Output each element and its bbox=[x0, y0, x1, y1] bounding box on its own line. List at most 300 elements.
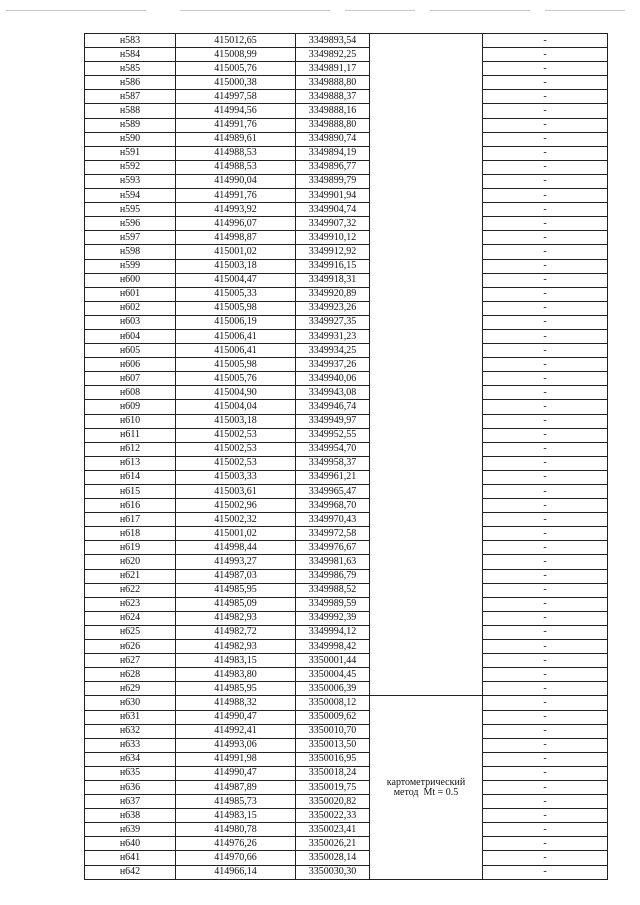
table-row bbox=[85, 654, 608, 668]
coordinates-table-body bbox=[85, 34, 608, 880]
x-coordinate-cell: 414996,07 bbox=[176, 217, 296, 231]
point-name-cell: н641 bbox=[85, 851, 176, 865]
table-row bbox=[85, 231, 608, 245]
x-coordinate-cell: 415003,18 bbox=[176, 259, 296, 273]
table-row bbox=[85, 625, 608, 639]
table-row bbox=[85, 386, 608, 400]
point-name-cell: н612 bbox=[85, 442, 176, 456]
point-name-cell: н637 bbox=[85, 795, 176, 809]
table-row bbox=[85, 104, 608, 118]
x-coordinate-cell: 414966,14 bbox=[176, 865, 296, 879]
y-coordinate-cell: 3349965,47 bbox=[296, 485, 370, 499]
table-row bbox=[85, 90, 608, 104]
point-name-cell: н587 bbox=[85, 90, 176, 104]
x-coordinate-cell: 414983,15 bbox=[176, 809, 296, 823]
point-name-cell: н608 bbox=[85, 386, 176, 400]
y-coordinate-cell: 3349992,39 bbox=[296, 611, 370, 625]
table-row bbox=[85, 823, 608, 837]
y-coordinate-cell: 3350028,14 bbox=[296, 851, 370, 865]
table-row bbox=[85, 752, 608, 766]
x-coordinate-cell: 414990,04 bbox=[176, 174, 296, 188]
x-coordinate-cell: 415002,53 bbox=[176, 428, 296, 442]
y-coordinate-cell: 3350006,39 bbox=[296, 682, 370, 696]
point-name-cell: н611 bbox=[85, 428, 176, 442]
y-coordinate-cell: 3349907,32 bbox=[296, 217, 370, 231]
table-row bbox=[85, 273, 608, 287]
point-name-cell: н596 bbox=[85, 217, 176, 231]
table-row bbox=[85, 499, 608, 513]
dash-cell: - bbox=[483, 724, 608, 738]
y-coordinate-cell: 3349976,67 bbox=[296, 541, 370, 555]
x-coordinate-cell: 414991,76 bbox=[176, 189, 296, 203]
x-coordinate-cell: 415003,18 bbox=[176, 414, 296, 428]
point-name-cell: н594 bbox=[85, 189, 176, 203]
point-name-cell: н631 bbox=[85, 710, 176, 724]
dash-cell: - bbox=[483, 76, 608, 90]
point-name-cell: н593 bbox=[85, 174, 176, 188]
table-row bbox=[85, 851, 608, 865]
x-coordinate-cell: 414994,56 bbox=[176, 104, 296, 118]
table-row bbox=[85, 48, 608, 62]
dash-cell: - bbox=[483, 344, 608, 358]
dash-cell: - bbox=[483, 766, 608, 780]
x-coordinate-cell: 414991,76 bbox=[176, 118, 296, 132]
table-row bbox=[85, 795, 608, 809]
y-coordinate-cell: 3350004,45 bbox=[296, 668, 370, 682]
x-coordinate-cell: 415002,32 bbox=[176, 513, 296, 527]
table-row bbox=[85, 611, 608, 625]
dash-cell: - bbox=[483, 597, 608, 611]
table-row bbox=[85, 118, 608, 132]
y-coordinate-cell: 3349904,74 bbox=[296, 203, 370, 217]
point-name-cell: н621 bbox=[85, 569, 176, 583]
point-name-cell: н588 bbox=[85, 104, 176, 118]
x-coordinate-cell: 415002,53 bbox=[176, 442, 296, 456]
method-name: картометрический bbox=[386, 776, 466, 788]
x-coordinate-cell: 414998,44 bbox=[176, 541, 296, 555]
dash-cell: - bbox=[483, 569, 608, 583]
x-coordinate-cell: 415003,61 bbox=[176, 485, 296, 499]
point-name-cell: н616 bbox=[85, 499, 176, 513]
x-coordinate-cell: 414991,98 bbox=[176, 752, 296, 766]
y-coordinate-cell: 3349970,43 bbox=[296, 513, 370, 527]
y-coordinate-cell: 3349968,70 bbox=[296, 499, 370, 513]
dash-cell: - bbox=[483, 823, 608, 837]
table-row bbox=[85, 865, 608, 879]
y-coordinate-cell: 3349988,52 bbox=[296, 583, 370, 597]
table-row bbox=[85, 259, 608, 273]
point-name-cell: н610 bbox=[85, 414, 176, 428]
y-coordinate-cell: 3350008,12 bbox=[296, 696, 370, 710]
point-name-cell: н599 bbox=[85, 259, 176, 273]
y-coordinate-cell: 3349989,59 bbox=[296, 597, 370, 611]
point-name-cell: н583 bbox=[85, 34, 176, 48]
dash-cell: - bbox=[483, 160, 608, 174]
table-row bbox=[85, 583, 608, 597]
y-coordinate-cell: 3349923,26 bbox=[296, 301, 370, 315]
dash-cell: - bbox=[483, 555, 608, 569]
y-coordinate-cell: 3349961,21 bbox=[296, 470, 370, 484]
x-coordinate-cell: 415006,19 bbox=[176, 315, 296, 329]
point-name-cell: н632 bbox=[85, 724, 176, 738]
y-coordinate-cell: 3350009,62 bbox=[296, 710, 370, 724]
y-coordinate-cell: 3349981,63 bbox=[296, 555, 370, 569]
x-coordinate-cell: 415004,04 bbox=[176, 400, 296, 414]
dash-cell: - bbox=[483, 696, 608, 710]
point-name-cell: н605 bbox=[85, 344, 176, 358]
dash-cell: - bbox=[483, 372, 608, 386]
x-coordinate-cell: 414982,93 bbox=[176, 640, 296, 654]
table-row bbox=[85, 682, 608, 696]
point-name-cell: н590 bbox=[85, 132, 176, 146]
x-coordinate-cell: 415005,76 bbox=[176, 62, 296, 76]
x-coordinate-cell: 414987,89 bbox=[176, 780, 296, 794]
table-row bbox=[85, 809, 608, 823]
table-row bbox=[85, 710, 608, 724]
x-coordinate-cell: 414980,78 bbox=[176, 823, 296, 837]
point-name-cell: н615 bbox=[85, 485, 176, 499]
dash-cell: - bbox=[483, 400, 608, 414]
point-name-cell: н633 bbox=[85, 738, 176, 752]
dash-cell: - bbox=[483, 583, 608, 597]
point-name-cell: н634 bbox=[85, 752, 176, 766]
table-row bbox=[85, 358, 608, 372]
x-coordinate-cell: 414983,15 bbox=[176, 654, 296, 668]
x-coordinate-cell: 414988,53 bbox=[176, 146, 296, 160]
y-coordinate-cell: 3349958,37 bbox=[296, 456, 370, 470]
table-row bbox=[85, 287, 608, 301]
x-coordinate-cell: 414983,80 bbox=[176, 668, 296, 682]
dash-cell: - bbox=[483, 654, 608, 668]
dash-cell: - bbox=[483, 738, 608, 752]
table-row bbox=[85, 301, 608, 315]
x-coordinate-cell: 415001,02 bbox=[176, 527, 296, 541]
table-row bbox=[85, 174, 608, 188]
x-coordinate-cell: 415005,76 bbox=[176, 372, 296, 386]
dash-cell: - bbox=[483, 456, 608, 470]
dash-cell: - bbox=[483, 245, 608, 259]
y-coordinate-cell: 3350010,70 bbox=[296, 724, 370, 738]
x-coordinate-cell: 415000,38 bbox=[176, 76, 296, 90]
x-coordinate-cell: 414976,26 bbox=[176, 837, 296, 851]
point-name-cell: н586 bbox=[85, 76, 176, 90]
y-coordinate-cell: 3350030,30 bbox=[296, 865, 370, 879]
y-coordinate-cell: 3349912,92 bbox=[296, 245, 370, 259]
y-coordinate-cell: 3349943,08 bbox=[296, 386, 370, 400]
dash-cell: - bbox=[483, 414, 608, 428]
point-name-cell: н618 bbox=[85, 527, 176, 541]
y-coordinate-cell: 3349937,26 bbox=[296, 358, 370, 372]
dash-cell: - bbox=[483, 865, 608, 879]
table-row bbox=[85, 696, 608, 710]
table-row bbox=[85, 738, 608, 752]
y-coordinate-cell: 3349910,12 bbox=[296, 231, 370, 245]
table-row bbox=[85, 344, 608, 358]
y-coordinate-cell: 3349994,12 bbox=[296, 625, 370, 639]
x-coordinate-cell: 415006,41 bbox=[176, 329, 296, 343]
dash-cell: - bbox=[483, 287, 608, 301]
x-coordinate-cell: 414988,53 bbox=[176, 160, 296, 174]
x-coordinate-cell: 414997,58 bbox=[176, 90, 296, 104]
y-coordinate-cell: 3349927,35 bbox=[296, 315, 370, 329]
method-accuracy: метод Mt = 0.5 bbox=[393, 786, 459, 798]
y-coordinate-cell: 3349934,25 bbox=[296, 344, 370, 358]
table-row bbox=[85, 132, 608, 146]
y-coordinate-cell: 3349896,77 bbox=[296, 160, 370, 174]
y-coordinate-cell: 3349940,06 bbox=[296, 372, 370, 386]
table-row bbox=[85, 555, 608, 569]
dash-cell: - bbox=[483, 809, 608, 823]
x-coordinate-cell: 414993,06 bbox=[176, 738, 296, 752]
y-coordinate-cell: 3349891,17 bbox=[296, 62, 370, 76]
point-name-cell: н597 bbox=[85, 231, 176, 245]
dash-cell: - bbox=[483, 104, 608, 118]
dash-cell: - bbox=[483, 668, 608, 682]
point-name-cell: н619 bbox=[85, 541, 176, 555]
point-name-cell: н601 bbox=[85, 287, 176, 301]
point-name-cell: н622 bbox=[85, 583, 176, 597]
y-coordinate-cell: 3350026,21 bbox=[296, 837, 370, 851]
x-coordinate-cell: 415004,47 bbox=[176, 273, 296, 287]
point-name-cell: н592 bbox=[85, 160, 176, 174]
dash-cell: - bbox=[483, 611, 608, 625]
y-coordinate-cell: 3349949,97 bbox=[296, 414, 370, 428]
dash-cell: - bbox=[483, 273, 608, 287]
y-coordinate-cell: 3349972,58 bbox=[296, 527, 370, 541]
dash-cell: - bbox=[483, 174, 608, 188]
x-coordinate-cell: 415005,33 bbox=[176, 287, 296, 301]
table-row bbox=[85, 485, 608, 499]
dash-cell: - bbox=[483, 442, 608, 456]
point-name-cell: н585 bbox=[85, 62, 176, 76]
dash-cell: - bbox=[483, 837, 608, 851]
x-coordinate-cell: 415006,41 bbox=[176, 344, 296, 358]
y-coordinate-cell: 3349888,37 bbox=[296, 90, 370, 104]
table-row bbox=[85, 400, 608, 414]
method-cell bbox=[370, 696, 483, 879]
dash-cell: - bbox=[483, 780, 608, 794]
dash-cell: - bbox=[483, 851, 608, 865]
x-coordinate-cell: 414993,92 bbox=[176, 203, 296, 217]
point-name-cell: н628 bbox=[85, 668, 176, 682]
dash-cell: - bbox=[483, 62, 608, 76]
dash-cell: - bbox=[483, 118, 608, 132]
table-row bbox=[85, 62, 608, 76]
point-name-cell: н600 bbox=[85, 273, 176, 287]
y-coordinate-cell: 3350018,24 bbox=[296, 766, 370, 780]
x-coordinate-cell: 415004,90 bbox=[176, 386, 296, 400]
point-name-cell: н624 bbox=[85, 611, 176, 625]
point-name-cell: н589 bbox=[85, 118, 176, 132]
dash-cell: - bbox=[483, 752, 608, 766]
table-row bbox=[85, 470, 608, 484]
dash-cell: - bbox=[483, 301, 608, 315]
y-coordinate-cell: 3350016,95 bbox=[296, 752, 370, 766]
point-name-cell: н614 bbox=[85, 470, 176, 484]
point-name-cell: н598 bbox=[85, 245, 176, 259]
dash-cell: - bbox=[483, 386, 608, 400]
point-name-cell: н640 bbox=[85, 837, 176, 851]
y-coordinate-cell: 3349986,79 bbox=[296, 569, 370, 583]
point-name-cell: н627 bbox=[85, 654, 176, 668]
point-name-cell: н607 bbox=[85, 372, 176, 386]
point-name-cell: н606 bbox=[85, 358, 176, 372]
table-row bbox=[85, 640, 608, 654]
table-row bbox=[85, 597, 608, 611]
x-coordinate-cell: 414990,47 bbox=[176, 710, 296, 724]
table-row bbox=[85, 513, 608, 527]
y-coordinate-cell: 3350023,41 bbox=[296, 823, 370, 837]
y-coordinate-cell: 3350022,33 bbox=[296, 809, 370, 823]
y-coordinate-cell: 3349888,16 bbox=[296, 104, 370, 118]
table-row bbox=[85, 203, 608, 217]
point-name-cell: н595 bbox=[85, 203, 176, 217]
table-row bbox=[85, 315, 608, 329]
y-coordinate-cell: 3349899,79 bbox=[296, 174, 370, 188]
dash-cell: - bbox=[483, 48, 608, 62]
x-coordinate-cell: 415005,98 bbox=[176, 358, 296, 372]
table-row bbox=[85, 428, 608, 442]
table-row bbox=[85, 245, 608, 259]
x-coordinate-cell: 414993,27 bbox=[176, 555, 296, 569]
y-coordinate-cell: 3349918,31 bbox=[296, 273, 370, 287]
dash-cell: - bbox=[483, 513, 608, 527]
dash-cell: - bbox=[483, 315, 608, 329]
table-row bbox=[85, 724, 608, 738]
y-coordinate-cell: 3349954,70 bbox=[296, 442, 370, 456]
point-name-cell: н591 bbox=[85, 146, 176, 160]
dash-cell: - bbox=[483, 710, 608, 724]
table-row bbox=[85, 780, 608, 794]
x-coordinate-cell: 415012,65 bbox=[176, 34, 296, 48]
x-coordinate-cell: 414970,66 bbox=[176, 851, 296, 865]
x-coordinate-cell: 415002,53 bbox=[176, 456, 296, 470]
dash-cell: - bbox=[483, 795, 608, 809]
table-row bbox=[85, 456, 608, 470]
table-row bbox=[85, 160, 608, 174]
dash-cell: - bbox=[483, 527, 608, 541]
dash-cell: - bbox=[483, 640, 608, 654]
x-coordinate-cell: 414985,09 bbox=[176, 597, 296, 611]
dash-cell: - bbox=[483, 485, 608, 499]
table-row bbox=[85, 668, 608, 682]
table-row bbox=[85, 217, 608, 231]
dash-cell: - bbox=[483, 625, 608, 639]
x-coordinate-cell: 414998,87 bbox=[176, 231, 296, 245]
point-name-cell: н620 bbox=[85, 555, 176, 569]
table-row bbox=[85, 34, 608, 48]
table-row bbox=[85, 541, 608, 555]
x-coordinate-cell: 415008,99 bbox=[176, 48, 296, 62]
table-row bbox=[85, 146, 608, 160]
dash-cell: - bbox=[483, 217, 608, 231]
x-coordinate-cell: 414992,41 bbox=[176, 724, 296, 738]
table-row bbox=[85, 329, 608, 343]
x-coordinate-cell: 415002,96 bbox=[176, 499, 296, 513]
x-coordinate-cell: 414987,03 bbox=[176, 569, 296, 583]
x-coordinate-cell: 414982,93 bbox=[176, 611, 296, 625]
point-name-cell: н625 bbox=[85, 625, 176, 639]
y-coordinate-cell: 3349888,80 bbox=[296, 76, 370, 90]
y-coordinate-cell: 3350013,50 bbox=[296, 738, 370, 752]
table-row bbox=[85, 189, 608, 203]
dash-cell: - bbox=[483, 428, 608, 442]
dash-cell: - bbox=[483, 90, 608, 104]
y-coordinate-cell: 3349894,19 bbox=[296, 146, 370, 160]
point-name-cell: н626 bbox=[85, 640, 176, 654]
dash-cell: - bbox=[483, 132, 608, 146]
point-name-cell: н639 bbox=[85, 823, 176, 837]
y-coordinate-cell: 3349998,42 bbox=[296, 640, 370, 654]
x-coordinate-cell: 415005,98 bbox=[176, 301, 296, 315]
y-coordinate-cell: 3349892,25 bbox=[296, 48, 370, 62]
y-coordinate-cell: 3349901,94 bbox=[296, 189, 370, 203]
dash-cell: - bbox=[483, 470, 608, 484]
dash-cell: - bbox=[483, 146, 608, 160]
point-name-cell: н642 bbox=[85, 865, 176, 879]
dash-cell: - bbox=[483, 541, 608, 555]
point-name-cell: н603 bbox=[85, 315, 176, 329]
method-cell-empty bbox=[370, 34, 483, 696]
table-row bbox=[85, 372, 608, 386]
point-name-cell: н630 bbox=[85, 696, 176, 710]
x-coordinate-cell: 414989,61 bbox=[176, 132, 296, 146]
point-name-cell: н617 bbox=[85, 513, 176, 527]
x-coordinate-cell: 414988,32 bbox=[176, 696, 296, 710]
point-name-cell: н636 bbox=[85, 780, 176, 794]
y-coordinate-cell: 3349893,54 bbox=[296, 34, 370, 48]
y-coordinate-cell: 3350019,75 bbox=[296, 780, 370, 794]
y-coordinate-cell: 3349931,23 bbox=[296, 329, 370, 343]
y-coordinate-cell: 3349946,74 bbox=[296, 400, 370, 414]
table-row bbox=[85, 837, 608, 851]
y-coordinate-cell: 3349916,15 bbox=[296, 259, 370, 273]
y-coordinate-cell: 3349888,80 bbox=[296, 118, 370, 132]
point-name-cell: н613 bbox=[85, 456, 176, 470]
x-coordinate-cell: 415001,02 bbox=[176, 245, 296, 259]
point-name-cell: н635 bbox=[85, 766, 176, 780]
y-coordinate-cell: 3349952,55 bbox=[296, 428, 370, 442]
x-coordinate-cell: 414990,47 bbox=[176, 766, 296, 780]
dash-cell: - bbox=[483, 329, 608, 343]
point-name-cell: н623 bbox=[85, 597, 176, 611]
x-coordinate-cell: 414985,95 bbox=[176, 682, 296, 696]
x-coordinate-cell: 415003,33 bbox=[176, 470, 296, 484]
y-coordinate-cell: 3350001,44 bbox=[296, 654, 370, 668]
dash-cell: - bbox=[483, 499, 608, 513]
dash-cell: - bbox=[483, 203, 608, 217]
point-name-cell: н604 bbox=[85, 329, 176, 343]
y-coordinate-cell: 3349890,74 bbox=[296, 132, 370, 146]
dash-cell: - bbox=[483, 231, 608, 245]
table-row bbox=[85, 766, 608, 780]
table-row bbox=[85, 414, 608, 428]
point-name-cell: н584 bbox=[85, 48, 176, 62]
point-name-cell: н602 bbox=[85, 301, 176, 315]
table-row bbox=[85, 569, 608, 583]
dash-cell: - bbox=[483, 358, 608, 372]
scan-header-noise bbox=[0, 0, 640, 22]
dash-cell: - bbox=[483, 682, 608, 696]
dash-cell: - bbox=[483, 189, 608, 203]
point-name-cell: н609 bbox=[85, 400, 176, 414]
table-row bbox=[85, 442, 608, 456]
table-row bbox=[85, 527, 608, 541]
x-coordinate-cell: 414982,72 bbox=[176, 625, 296, 639]
table-row bbox=[85, 76, 608, 90]
x-coordinate-cell: 414985,73 bbox=[176, 795, 296, 809]
dash-cell: - bbox=[483, 259, 608, 273]
